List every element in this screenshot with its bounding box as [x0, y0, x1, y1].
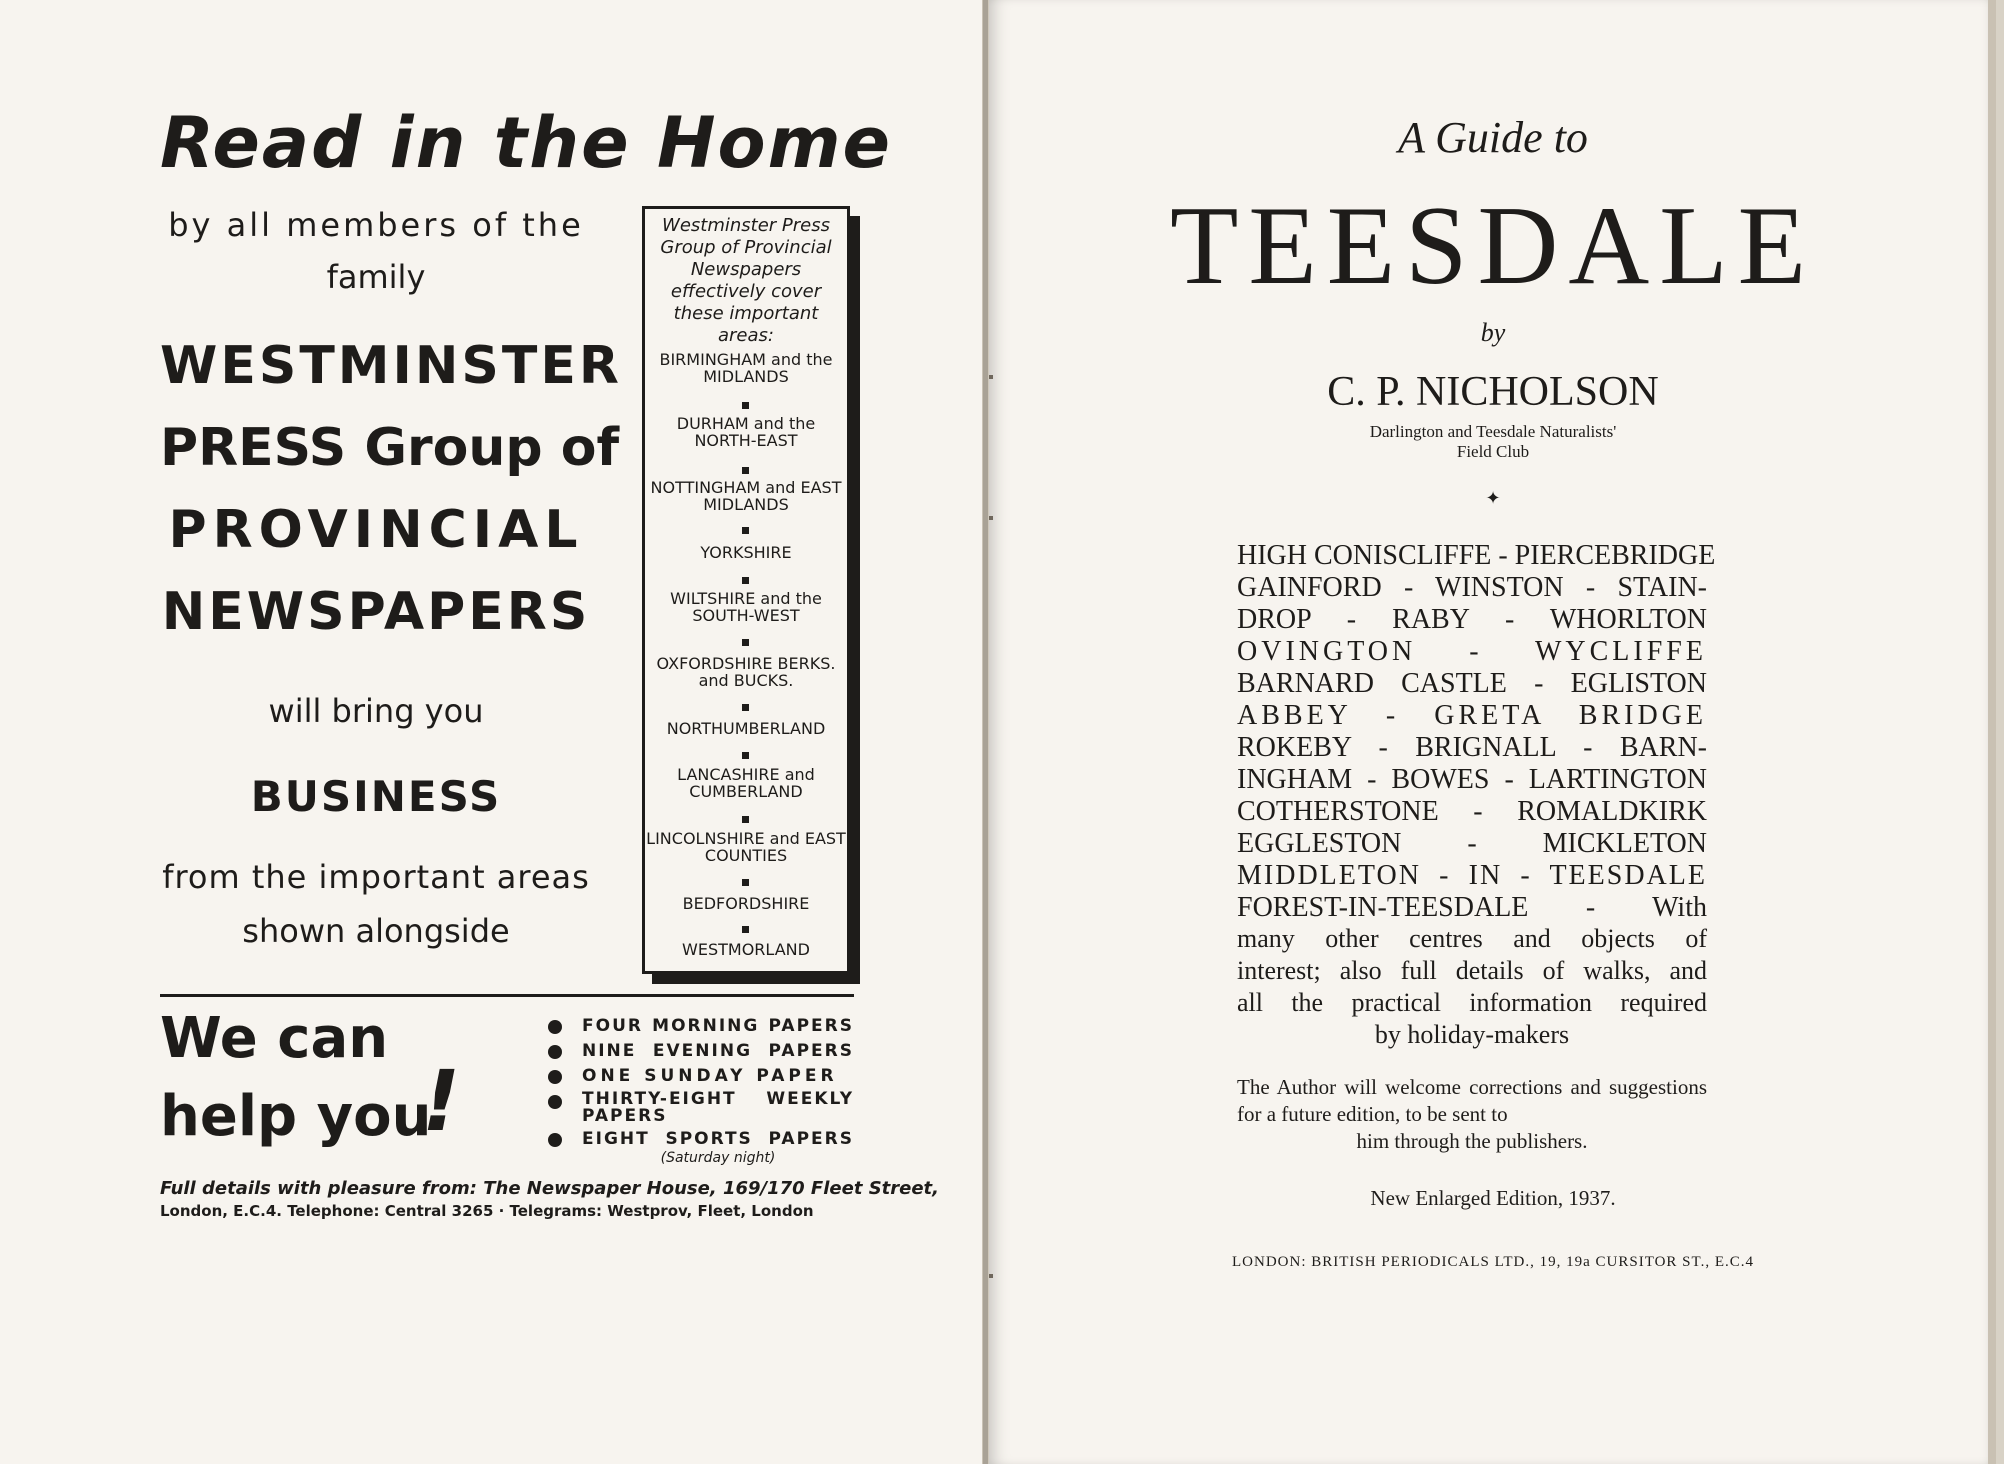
ad-westminster-line-3: PROVINCIAL — [168, 500, 584, 560]
places-line: GAINFORD - WINSTON - STAIN- — [1237, 572, 1707, 603]
area-item: NORTHUMBERLAND — [666, 719, 826, 738]
ad-help-you: help you — [160, 1084, 432, 1149]
places-line: HIGH CONISCLIFFE - PIERCEBRIDGE — [1237, 540, 1716, 571]
area-item: DURHAM and the NORTH-EAST — [676, 414, 816, 450]
author-note-main: The Author will welcome corrections and suggestions for a future edition, to be sent to — [1237, 1075, 1707, 1126]
area-item: BEDFORDSHIRE — [682, 894, 810, 913]
places-line: interest; also full details of walks, and — [1237, 956, 1707, 985]
divider — [160, 994, 854, 997]
page-title: TEESDALE — [1169, 184, 1817, 308]
places-line: DROP - RABY - WHORLTON — [1237, 604, 1707, 635]
area-item: YORKSHIRE — [700, 543, 792, 562]
places-line: COTHERSTONE - ROMALDKIRK — [1237, 796, 1707, 827]
area-bullet — [742, 879, 749, 886]
ad-by-line: by all members of the — [168, 206, 584, 244]
author-affiliation-1: Darlington and Teesdale Naturalists' — [1369, 422, 1617, 441]
areas-box — [642, 206, 850, 974]
ad-headline: Read in the Home — [160, 102, 893, 184]
ad-contact-line-2: London, E.C.4. Telephone: Central 3265 · Telegrams: Westprov, Fleet, London — [160, 1202, 814, 1220]
places-line: by holiday-makers — [1374, 1020, 1570, 1049]
ad-westminster-line-2: PRESS Group of — [160, 418, 620, 478]
area-item: WILTSHIRE and the SOUTH-WEST — [670, 589, 822, 625]
area-bullet — [742, 577, 749, 584]
area-bullet — [742, 926, 749, 933]
area-item: OXFORDSHIRE BERKS. and BUCKS. — [656, 654, 836, 690]
area-bullet — [742, 816, 749, 823]
ornament-icon: ✦ — [1485, 488, 1501, 508]
binding-stitch — [988, 1274, 993, 1278]
area-bullet — [742, 527, 749, 534]
area-item: NOTTINGHAM and EAST MIDLANDS — [650, 478, 842, 514]
paper-label: EIGHT SPORTS PAPERS — [582, 1129, 854, 1149]
area-bullet — [742, 402, 749, 409]
ad-will-bring: will bring you — [268, 692, 484, 730]
places-line: INGHAM - BOWES - LARTINGTON — [1237, 764, 1707, 795]
area-item: LANCASHIRE and CUMBERLAND — [677, 765, 815, 801]
area-item: WESTMORLAND — [682, 940, 810, 959]
places-line: MIDDLETON - IN - TEESDALE — [1237, 860, 1707, 891]
left-page-advertisement — [0, 0, 983, 1464]
author-note — [1237, 1074, 1707, 1155]
edition-line: New Enlarged Edition, 1937. — [1370, 1186, 1616, 1210]
bullet-dot-icon — [548, 1020, 562, 1034]
area-bullet — [742, 704, 749, 711]
ad-westminster-line-4: NEWSPAPERS — [161, 582, 591, 642]
bullet-dot-icon — [548, 1095, 562, 1109]
places-line: all the practical information required — [1237, 988, 1707, 1017]
ad-we-can: We can — [160, 1006, 389, 1071]
title-guide-to: A Guide to — [1398, 113, 1588, 162]
paper-label: NINE EVENING PAPERS — [582, 1041, 854, 1061]
ad-from-areas: from the important areas — [162, 858, 590, 896]
right-page-title — [988, 0, 1996, 1464]
area-item: BIRMINGHAM and the MIDLANDS — [659, 350, 833, 386]
paper-label: ONE SUNDAY PAPER — [582, 1066, 838, 1086]
author-affiliation-2: Field Club — [1456, 442, 1530, 461]
ad-shown-alongside: shown alongside — [242, 912, 510, 950]
ad-business: BUSINESS — [250, 772, 502, 821]
bullet-dot-icon — [548, 1133, 562, 1147]
places-line: EGGLESTON - MICKLETON — [1237, 828, 1707, 859]
places-line: ROKEBY - BRIGNALL - BARN- — [1237, 732, 1707, 763]
area-bullet — [742, 752, 749, 759]
places-line: FOREST-IN-TEESDALE - With — [1237, 892, 1707, 923]
sports-note: (Saturday night) — [660, 1150, 776, 1166]
places-line: OVINGTON - WYCLIFFE — [1237, 636, 1707, 667]
ad-exclamation: ! — [422, 1052, 461, 1150]
places-line: many other centres and objects of — [1237, 924, 1707, 953]
ad-contact-line-1: Full details with pleasure from: The Newspaper House, 169/170 Fleet Street, — [160, 1178, 939, 1199]
publisher-line: LONDON: BRITISH PERIODICALS LTD., 19, 19a CURSITOR ST., E.C.4 — [1232, 1254, 1754, 1270]
paper-label: THIRTY-EIGHT WEEKLY PAPERS — [582, 1089, 854, 1126]
areas-intro: Westminster Press Group of Provincial Newspapers effectively cover these important areas: — [660, 215, 832, 346]
ad-family: family — [326, 258, 426, 296]
bullet-dot-icon — [548, 1045, 562, 1059]
area-item: LINCOLNSHIRE and EAST COUNTIES — [646, 829, 846, 865]
author-name: C. P. NICHOLSON — [1327, 369, 1659, 415]
title-by: by — [1480, 318, 1506, 347]
paper-label: FOUR MORNING PAPERS — [582, 1016, 854, 1036]
ad-westminster-line-1: WESTMINSTER — [160, 336, 622, 396]
places-line: BARNARD CASTLE - EGLISTON — [1237, 668, 1707, 699]
area-bullet — [742, 467, 749, 474]
binding-stitch — [988, 516, 993, 520]
bullet-dot-icon — [548, 1070, 562, 1084]
area-bullet — [742, 639, 749, 646]
author-note-last: him through the publishers. — [1356, 1129, 1588, 1153]
places-line: ABBEY - GRETA BRIDGE — [1237, 700, 1707, 731]
